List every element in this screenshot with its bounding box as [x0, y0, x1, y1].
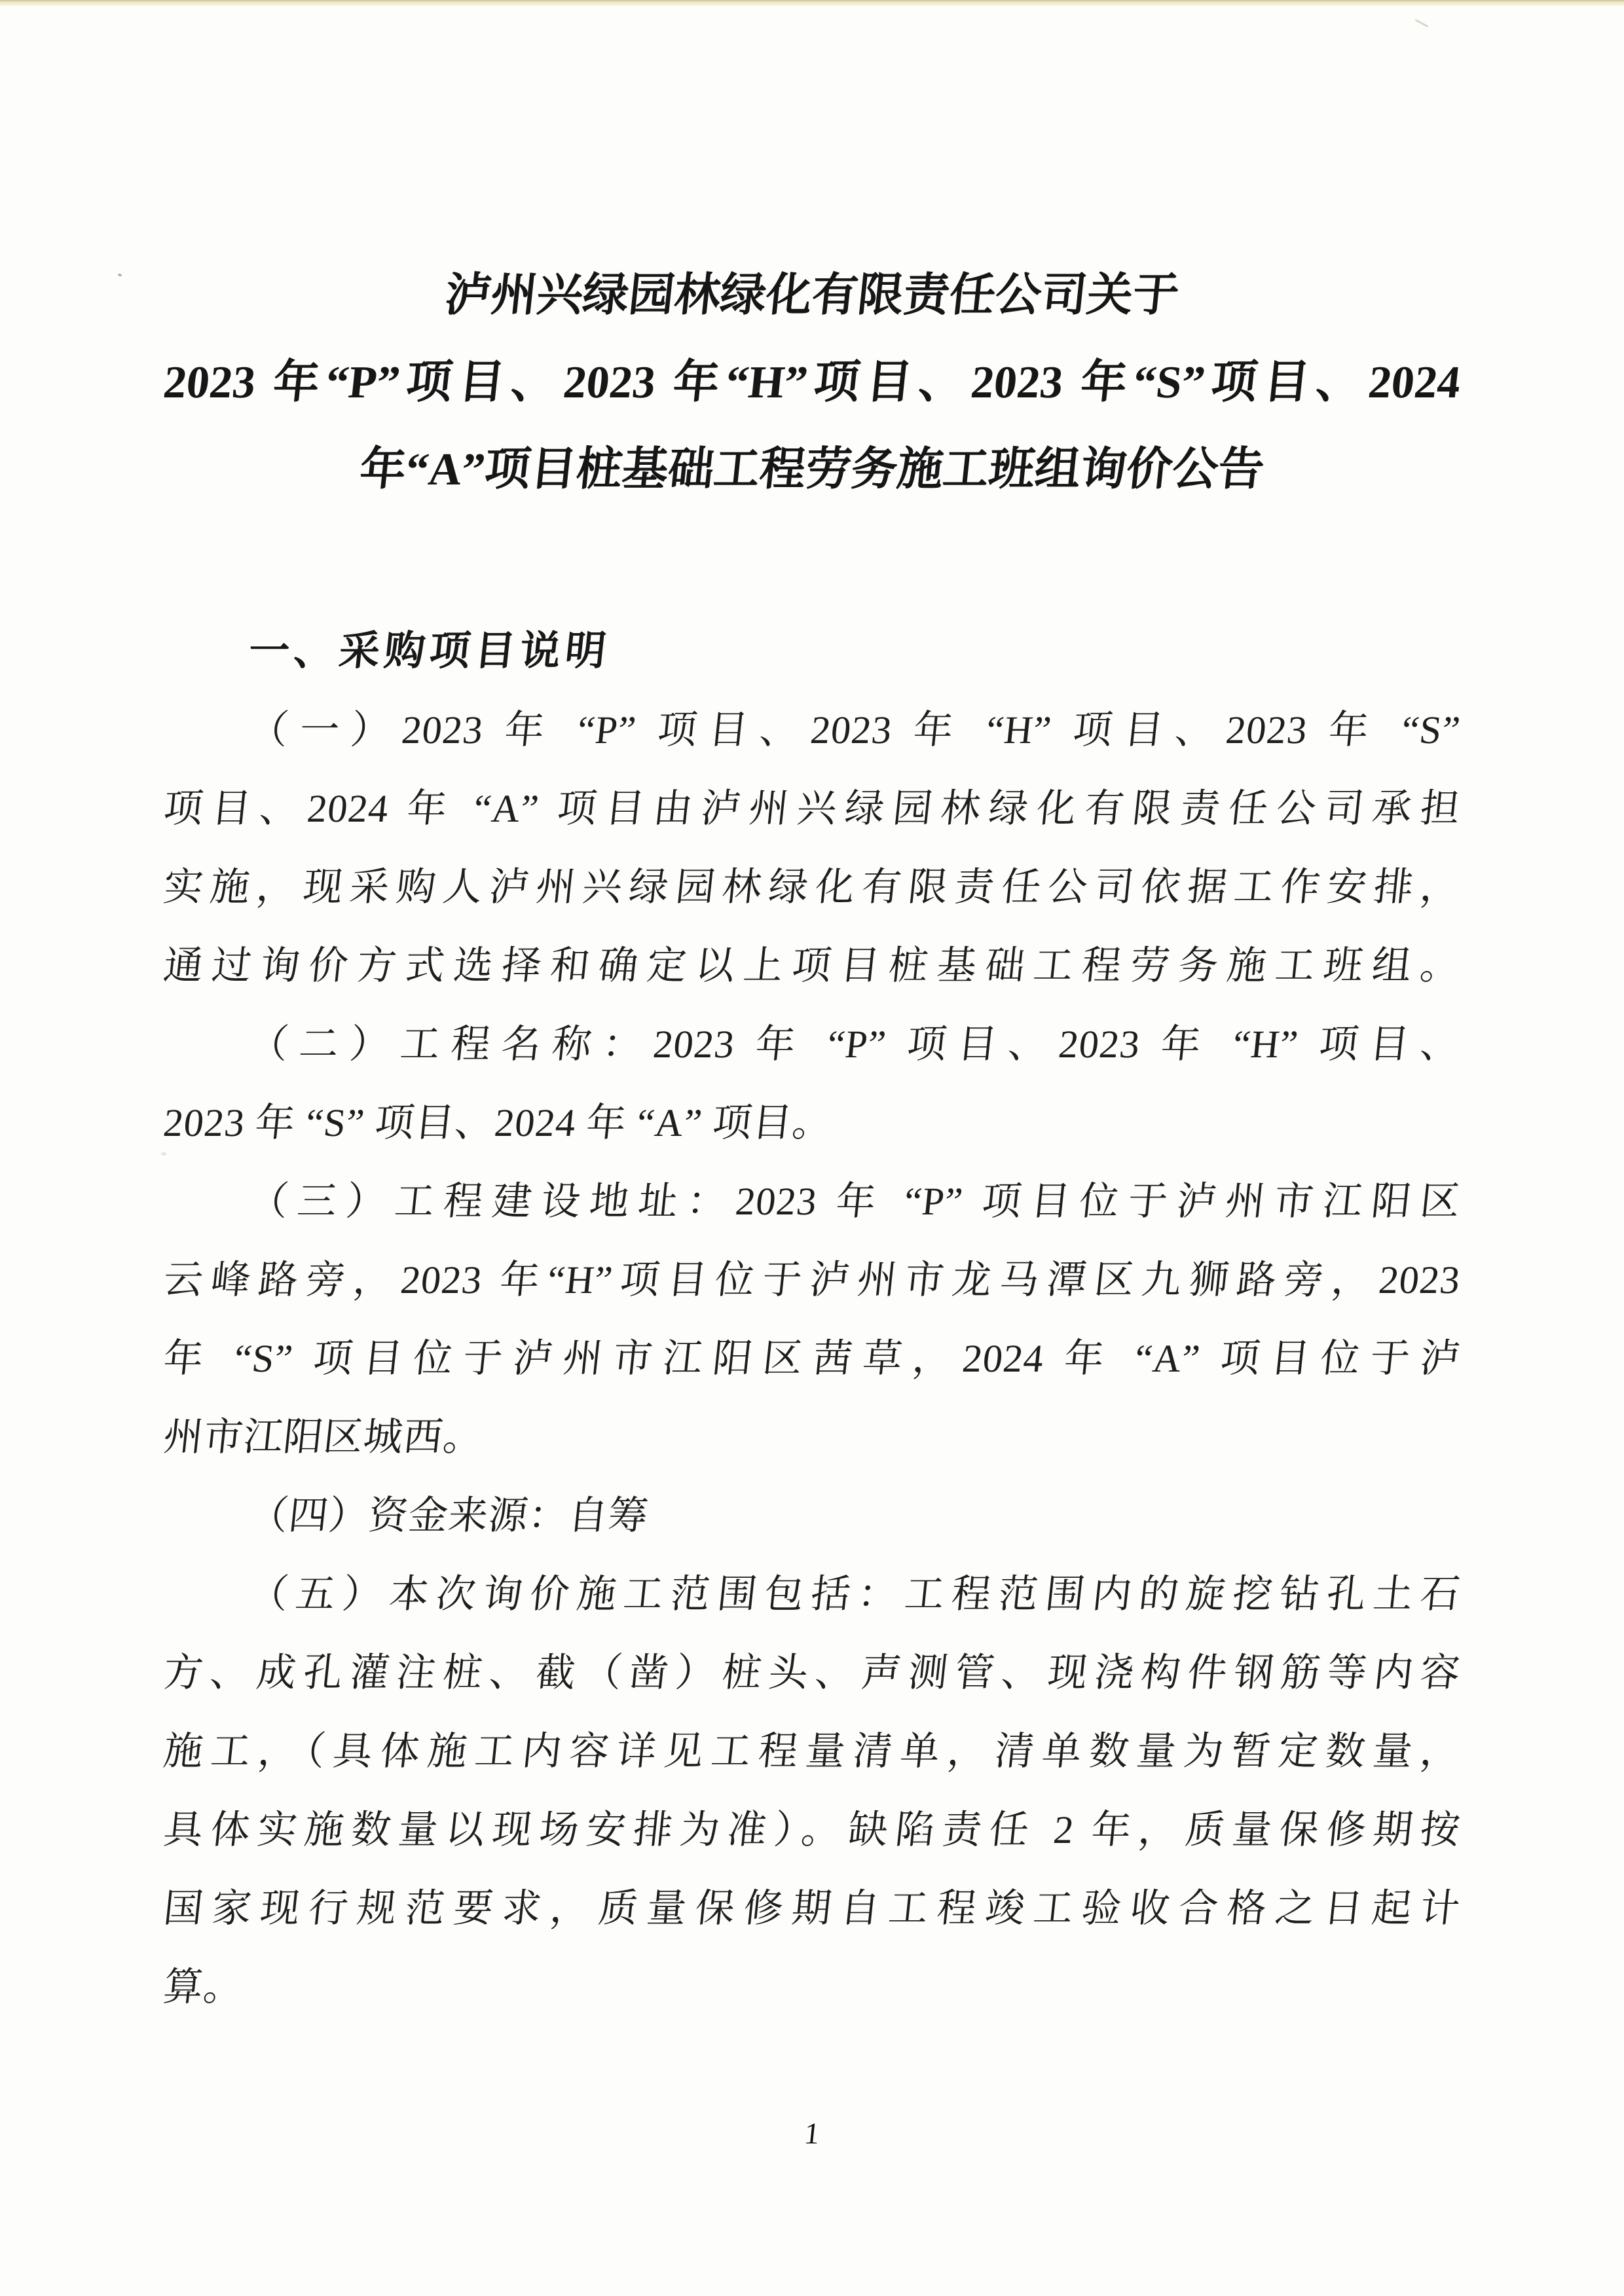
document-body — [161, 612, 1463, 2026]
page-number: 1 — [802, 2117, 822, 2150]
title-line-1: 泸州兴绿园林绿化有限责任公司关于 — [442, 270, 1182, 321]
body-line: （一）2023 年 “P” 项目、2023 年 “H” 项目、2023 年 “S” — [246, 708, 1463, 752]
body-line: 算。 — [161, 1965, 246, 2009]
title-line-2: 2023 年“P”项目、2023 年“H”项目、2023 年“S”项目、2024 — [160, 357, 1464, 408]
body-line: 施工，（具体施工内容详见工程量清单，清单数量为暂定数量， — [161, 1730, 1463, 1773]
scan-speck — [117, 273, 122, 277]
body-line: 方、成孔灌注桩、截（凿）桩头、声测管、现浇构件钢筋等内容 — [161, 1651, 1463, 1694]
document-title — [160, 252, 1464, 513]
body-line: （三）工程建设地址：2023 年 “P” 项目位于泸州市江阳区 — [246, 1180, 1463, 1223]
body-line: 2023 年 “S” 项目、2024 年 “A” 项目。 — [161, 1101, 835, 1144]
body-line: 具体实施数量以现场安排为准）。缺陷责任 2 年，质量保修期按 — [161, 1808, 1463, 1851]
body-line: 云峰路旁，2023 年“H”项目位于泸州市龙马潭区九狮路旁，2023 — [161, 1258, 1463, 1302]
body-line: （二）工程名称：2023 年 “P” 项目、2023 年 “H” 项目、 — [246, 1023, 1463, 1066]
scan-edge-strip — [0, 0, 1624, 6]
scan-speck — [1415, 19, 1429, 27]
body-line: 实施，现采购人泸州兴绿园林绿化有限责任公司依据工作安排， — [161, 866, 1463, 909]
body-line: 国家现行规范要求，质量保修期自工程竣工验收合格之日起计 — [161, 1887, 1463, 1930]
body-line: （五）本次询价施工范围包括：工程范围内的旋挖钻孔土石 — [246, 1573, 1463, 1616]
section-heading: 一、采购项目说明 — [246, 629, 613, 674]
body-line: 通过询价方式选择和确定以上项目桩基础工程劳务施工班组。 — [161, 944, 1463, 987]
body-line: 项目、2024 年 “A” 项目由泸州兴绿园林绿化有限责任公司承担 — [161, 787, 1463, 830]
title-line-3: 年“A”项目桩基础工程劳务施工班组询价公告 — [357, 445, 1267, 495]
body-line: 州市江阳区城西。 — [161, 1415, 486, 1459]
body-line: （四）资金来源：自筹 — [246, 1494, 651, 1537]
body-line: 年 “S” 项目位于泸州市江阳区茜草，2024 年 “A” 项目位于泸 — [161, 1337, 1463, 1380]
